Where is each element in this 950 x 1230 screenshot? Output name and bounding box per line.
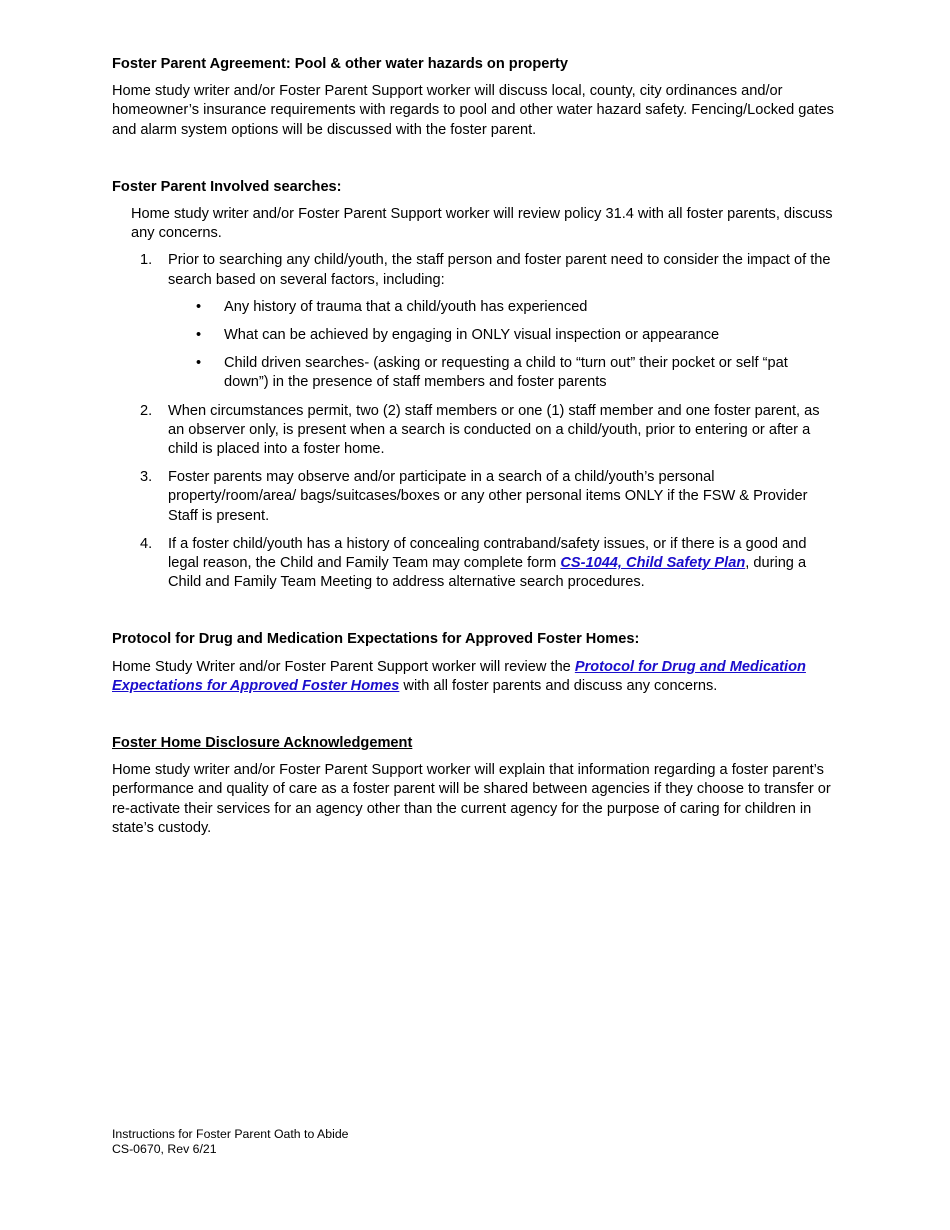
list-item <box>131 251 834 392</box>
protocol-text-after: with all foster parents and discuss any concerns. <box>399 677 718 694</box>
bullet-item <box>168 298 834 317</box>
protocol-text-before: Home Study Writer and/or Foster Parent Support worker will review the <box>112 658 575 675</box>
section-body-disclosure: Home study writer and/or Foster Parent Support worker will explain that information regarding a foster parent’s performance and quality of care as a foster parent will be shared between agencies if they choose to transfer or re-activate their services for an agency other than the current agency for the purpose of caring for children in state’s custody. <box>112 762 831 836</box>
section-body-pool: Home study writer and/or Foster Parent Support worker will discuss local, county, city ordinances and/or homeowner’s insurance requirements with regards to pool and other water hazard safety. Fencing/Locked gates and alarm system options will be discussed with the foster parent. <box>112 83 834 138</box>
section-body-protocol <box>112 658 834 696</box>
section-heading-disclosure: Foster Home Disclosure Acknowledgement <box>112 735 413 752</box>
list-item-text: Foster parents may observe and/or participate in a search of a child/youth’s personal property/room/area/ bags/suitcases/boxes or any other personal items ONLY if the FSW & Provider Staff is present. <box>168 469 808 524</box>
bullet-text: Child driven searches- (asking or requesting a child to “turn out” their pocket or self “pat down”) in the presence of staff members and foster parents <box>224 355 788 391</box>
list-item-text <box>168 536 806 590</box>
list-item-text-before: If a foster child/youth has a history of concealing contraband/safety issues, or if there is a good and legal reason, the Child and Family Team may complete form <box>168 535 807 572</box>
factors-bullet-list <box>168 298 834 393</box>
searches-numbered-list <box>112 251 834 592</box>
list-number: 2. <box>140 402 153 419</box>
bullet-icon: • <box>196 355 202 372</box>
list-number: 3. <box>140 469 153 486</box>
drug-medication-protocol-link[interactable]: Protocol for Drug and Medication Expectations for Approved Foster Homes <box>112 658 806 694</box>
list-item <box>131 402 834 460</box>
section-heading-protocol: Protocol for Drug and Medication Expectations for Approved Foster Homes: <box>112 631 640 648</box>
list-item <box>131 535 834 593</box>
disclosure-acknowledgement-section <box>112 734 834 838</box>
bullet-item <box>168 354 834 392</box>
bullet-icon: • <box>196 327 202 344</box>
child-safety-plan-link[interactable]: CS-1044, Child Safety Plan <box>560 555 746 572</box>
drug-medication-protocol-section <box>112 630 834 696</box>
list-item-text: When circumstances permit, two (2) staff members or one (1) staff member and one foster parent, as an observer only, is present when a search is conducted on a child/youth, prior to entering or after a child is placed into a foster home. <box>168 402 820 458</box>
footer-form-title: Instructions for Foster Parent Oath to Abide <box>112 1127 349 1141</box>
document-page <box>112 55 834 876</box>
page-footer <box>112 1127 349 1156</box>
bullet-icon: • <box>196 298 202 315</box>
list-item-text: Prior to searching any child/youth, the staff person and foster parent need to consider the impact of the search based on several factors, including: <box>168 252 831 288</box>
pool-water-hazards-section <box>112 55 834 140</box>
bullet-text: Any history of trauma that a child/youth has experienced <box>224 298 588 315</box>
involved-searches-section <box>112 178 834 593</box>
bullet-item <box>168 326 834 345</box>
list-item <box>131 468 834 526</box>
section-heading-searches: Foster Parent Involved searches: <box>112 178 342 195</box>
bullet-text: What can be achieved by engaging in ONLY visual inspection or appearance <box>224 327 720 344</box>
list-number: 4. <box>140 535 153 552</box>
searches-intro: Home study writer and/or Foster Parent Support worker will review policy 31.4 with all foster parents, discuss any concerns. <box>131 206 833 242</box>
section-heading-pool: Foster Parent Agreement: Pool & other water hazards on property <box>112 56 569 72</box>
footer-form-number: CS-0670, Rev 6/21 <box>112 1141 217 1156</box>
list-number: 1. <box>140 252 153 269</box>
list-item-text-after: , during a Child and Family Team Meeting to address alternative search procedures. <box>168 555 807 591</box>
